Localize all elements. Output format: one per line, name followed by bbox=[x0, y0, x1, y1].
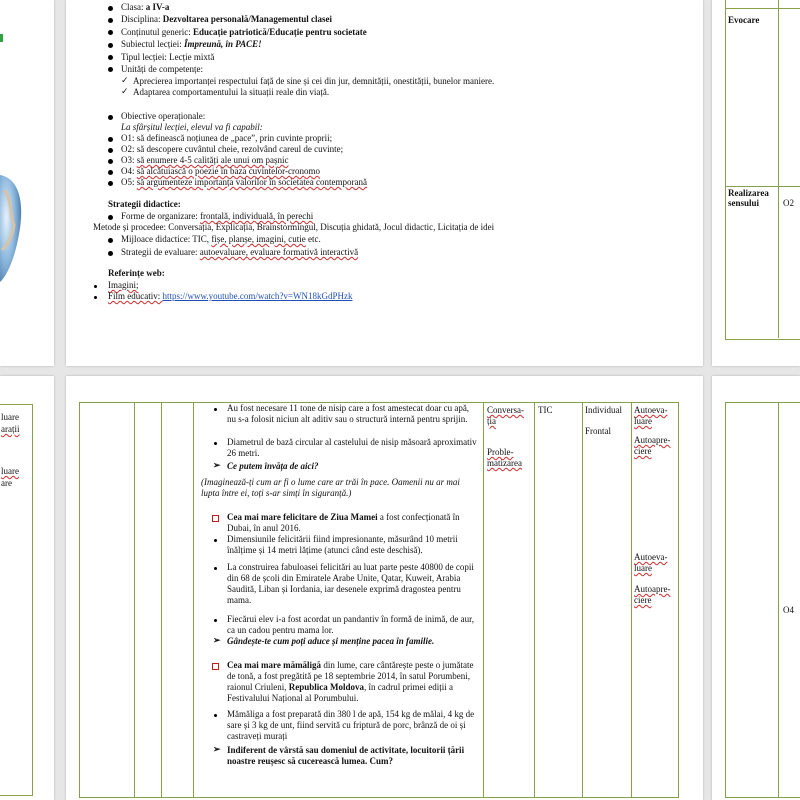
question-2: Gândește-te cum poți aduce și menține pacea în familie. bbox=[227, 636, 435, 646]
means-tic: TIC bbox=[538, 405, 553, 415]
info-discipline: Disciplina: Dezvoltarea personală/Managementul clasei bbox=[121, 14, 333, 24]
objective-o1: O1: să definească noțiunea de „pace”, prin cuvinte proprii; bbox=[121, 133, 333, 143]
fragment-text-2: arații bbox=[1, 424, 20, 434]
strategy-evaluation: Strategii de evaluare: autoevaluare, evaluare formativă interactivă bbox=[121, 247, 359, 257]
eval-autoevaluare-2: Autoeva-luare bbox=[634, 552, 668, 573]
eval-autoapreciere-1: Autoapre-ciere bbox=[634, 435, 671, 456]
strategy-means: Mijloace didactice: TIC, fișe, planșe, imagini, cutie etc. bbox=[121, 234, 321, 244]
evocare-label: Evocare bbox=[728, 15, 760, 25]
method-problematizare: Proble-matizarea bbox=[487, 447, 522, 468]
info-subject: Subiectul lecției: Împreună, în PACE! bbox=[121, 39, 262, 49]
fragment-text-1: luare bbox=[1, 412, 19, 422]
arrow-icon: ➢ bbox=[213, 460, 221, 470]
objective-o2: O2: să descopere cuvântul cheie, rezolvând careul de cuvinte; bbox=[121, 144, 344, 154]
arrow-icon: ➢ bbox=[213, 635, 221, 645]
page-left-fragment bbox=[0, 0, 54, 366]
objective-o3: O3: să enumere 4-5 calități ale unui om pașnic bbox=[121, 155, 289, 165]
objective-code: O4 bbox=[783, 605, 794, 615]
info-type: Tipul lecției: Lecție mixtă bbox=[121, 52, 215, 62]
objectives-intro: La sfârșitul lecției, elevul va fi capabil: bbox=[121, 122, 263, 132]
info-class: Clasa: a IV-a bbox=[121, 2, 170, 12]
form-frontal: Frontal bbox=[585, 426, 611, 436]
web-refs-title: Referințe web: bbox=[108, 268, 165, 278]
green-mark bbox=[0, 34, 3, 42]
mamaliga-fact: Cea mai mare mămăligă din lume, care cântărește peste o jumătate de tonă, a fost pregătită pe 18 septembrie 2014, în satul Porumbeni, raionul Criuleni, Republica Moldova, în cadrul primei ediții a Festivalului Național al Porumbului. bbox=[227, 660, 474, 703]
question-1: Ce putem învăța de aici? bbox=[227, 461, 319, 471]
sand-castle-fact-2: Diametrul de bază circular al castelului de nisip măsoară aproximativ 26 metri. bbox=[227, 437, 477, 458]
card-fact-3: Fiecărui elev i-a fost acordat un pandantiv în formă de inimă, de aur, ca un cadou pentru mama lor. bbox=[227, 614, 475, 635]
fragment-text-4: are bbox=[1, 478, 12, 488]
web-ref-film: Film educativ: https://www.youtube.com/watch?v=WN18kGdPHzk bbox=[108, 291, 353, 301]
competence-2: Adaptarea comportamentului la situații reale din viață. bbox=[133, 87, 330, 97]
eval-autoevaluare-1: Autoeva-luare bbox=[634, 405, 668, 426]
info-competences: Unități de competențe: bbox=[121, 64, 203, 74]
check-icon: ✓ bbox=[121, 75, 129, 85]
imagine-note: (Imaginează-ți cum ar fi o lume care ar trăi în pace. Oamenii nu ar mai lupta între ei, toți s-ar simți în siguranță.) bbox=[201, 477, 460, 498]
info-content: Conținutul generic: Educație patriotică/Educație pentru societate bbox=[121, 27, 367, 37]
square-bullet-icon bbox=[212, 663, 219, 670]
check-icon: ✓ bbox=[121, 86, 129, 96]
card-fact-1: Dimensiunile felicitării fiind impresionante, măsurând 10 metrii înălțime și 14 metri lățime (atunci când este deschisă). bbox=[227, 534, 458, 555]
method-conversatie: Conversa-ția bbox=[487, 405, 524, 426]
mothers-day-card: Cea mai mare felicitare de Ziua Mamei a fost confecționată în Dubai, în anul 2016. bbox=[227, 512, 460, 533]
web-ref-images: Imagini; bbox=[108, 280, 139, 290]
youtube-link[interactable]: https://www.youtube.com/watch?v=WN18kGdPHzk bbox=[162, 291, 353, 301]
arrow-icon: ➢ bbox=[213, 744, 221, 754]
fragment-text-3: luare bbox=[1, 466, 19, 476]
objective-o4: O4: să alcătuiască o poezie în baza cuvintelor-cronomo bbox=[121, 166, 320, 176]
strategies-title: Strategii didactice: bbox=[108, 199, 181, 209]
globe-image bbox=[0, 0, 54, 366]
objective-o5: O5: să argumenteze importanța valorilor în societatea contemporană bbox=[121, 177, 367, 187]
page-1 bbox=[66, 0, 703, 366]
sand-castle-fact-1: Au fost necesare 11 tone de nisip care a fost amestecat doar cu apă, nu s-a folosit niciun alt aditiv sau o structură internă pentru sprijin. bbox=[227, 403, 470, 424]
form-individual: Individual bbox=[585, 405, 622, 415]
competence-1: Aprecierea importanței respectului față de sine și cei din jur, demnității, onestității, bunelor maniere. bbox=[133, 76, 495, 86]
mamaliga-detail: Mămăliga a fost preparată din 380 l de apă, 154 kg de mălai, 4 kg de sare și 3 kg de unt, fiind servită cu friptură de porc, brânză de oi și castraveți murați bbox=[227, 709, 475, 741]
strategy-forms: Forme de organizare: frontală, individuală, în perechi bbox=[121, 211, 314, 221]
strategy-methods: Metode și procedee: Conversația, Explicația, Brainstormingul, Discuția ghidată, Jocul didactic, Licitația de idei bbox=[93, 222, 495, 232]
question-3: Indiferent de vârstă sau domeniul de activitate, locuitorii țării noastre reușesc să cucerească lumea. Cum? bbox=[227, 745, 465, 766]
card-fact-2: La construirea fabuloasei felicitări au luat parte peste 40800 de copii din 68 de școli din Emiratele Arabe Unite, Qatar, Kuweit, Arabia Saudită, Liban și Iordania, iar desenele exprimă dragostea pentru mama. bbox=[227, 562, 474, 605]
objective-code: O2 bbox=[783, 198, 794, 208]
page-2-fragment bbox=[712, 0, 800, 366]
objectives-title: Obiective operaționale: bbox=[121, 111, 206, 121]
eval-autoapreciere-2: Autoapre-ciere bbox=[634, 584, 671, 605]
page-4 bbox=[66, 376, 703, 800]
realizarea-label: Realizarea sensului bbox=[728, 188, 769, 208]
square-bullet-icon bbox=[212, 515, 219, 522]
page-5-fragment bbox=[712, 376, 800, 800]
page-3-fragment bbox=[0, 376, 54, 800]
